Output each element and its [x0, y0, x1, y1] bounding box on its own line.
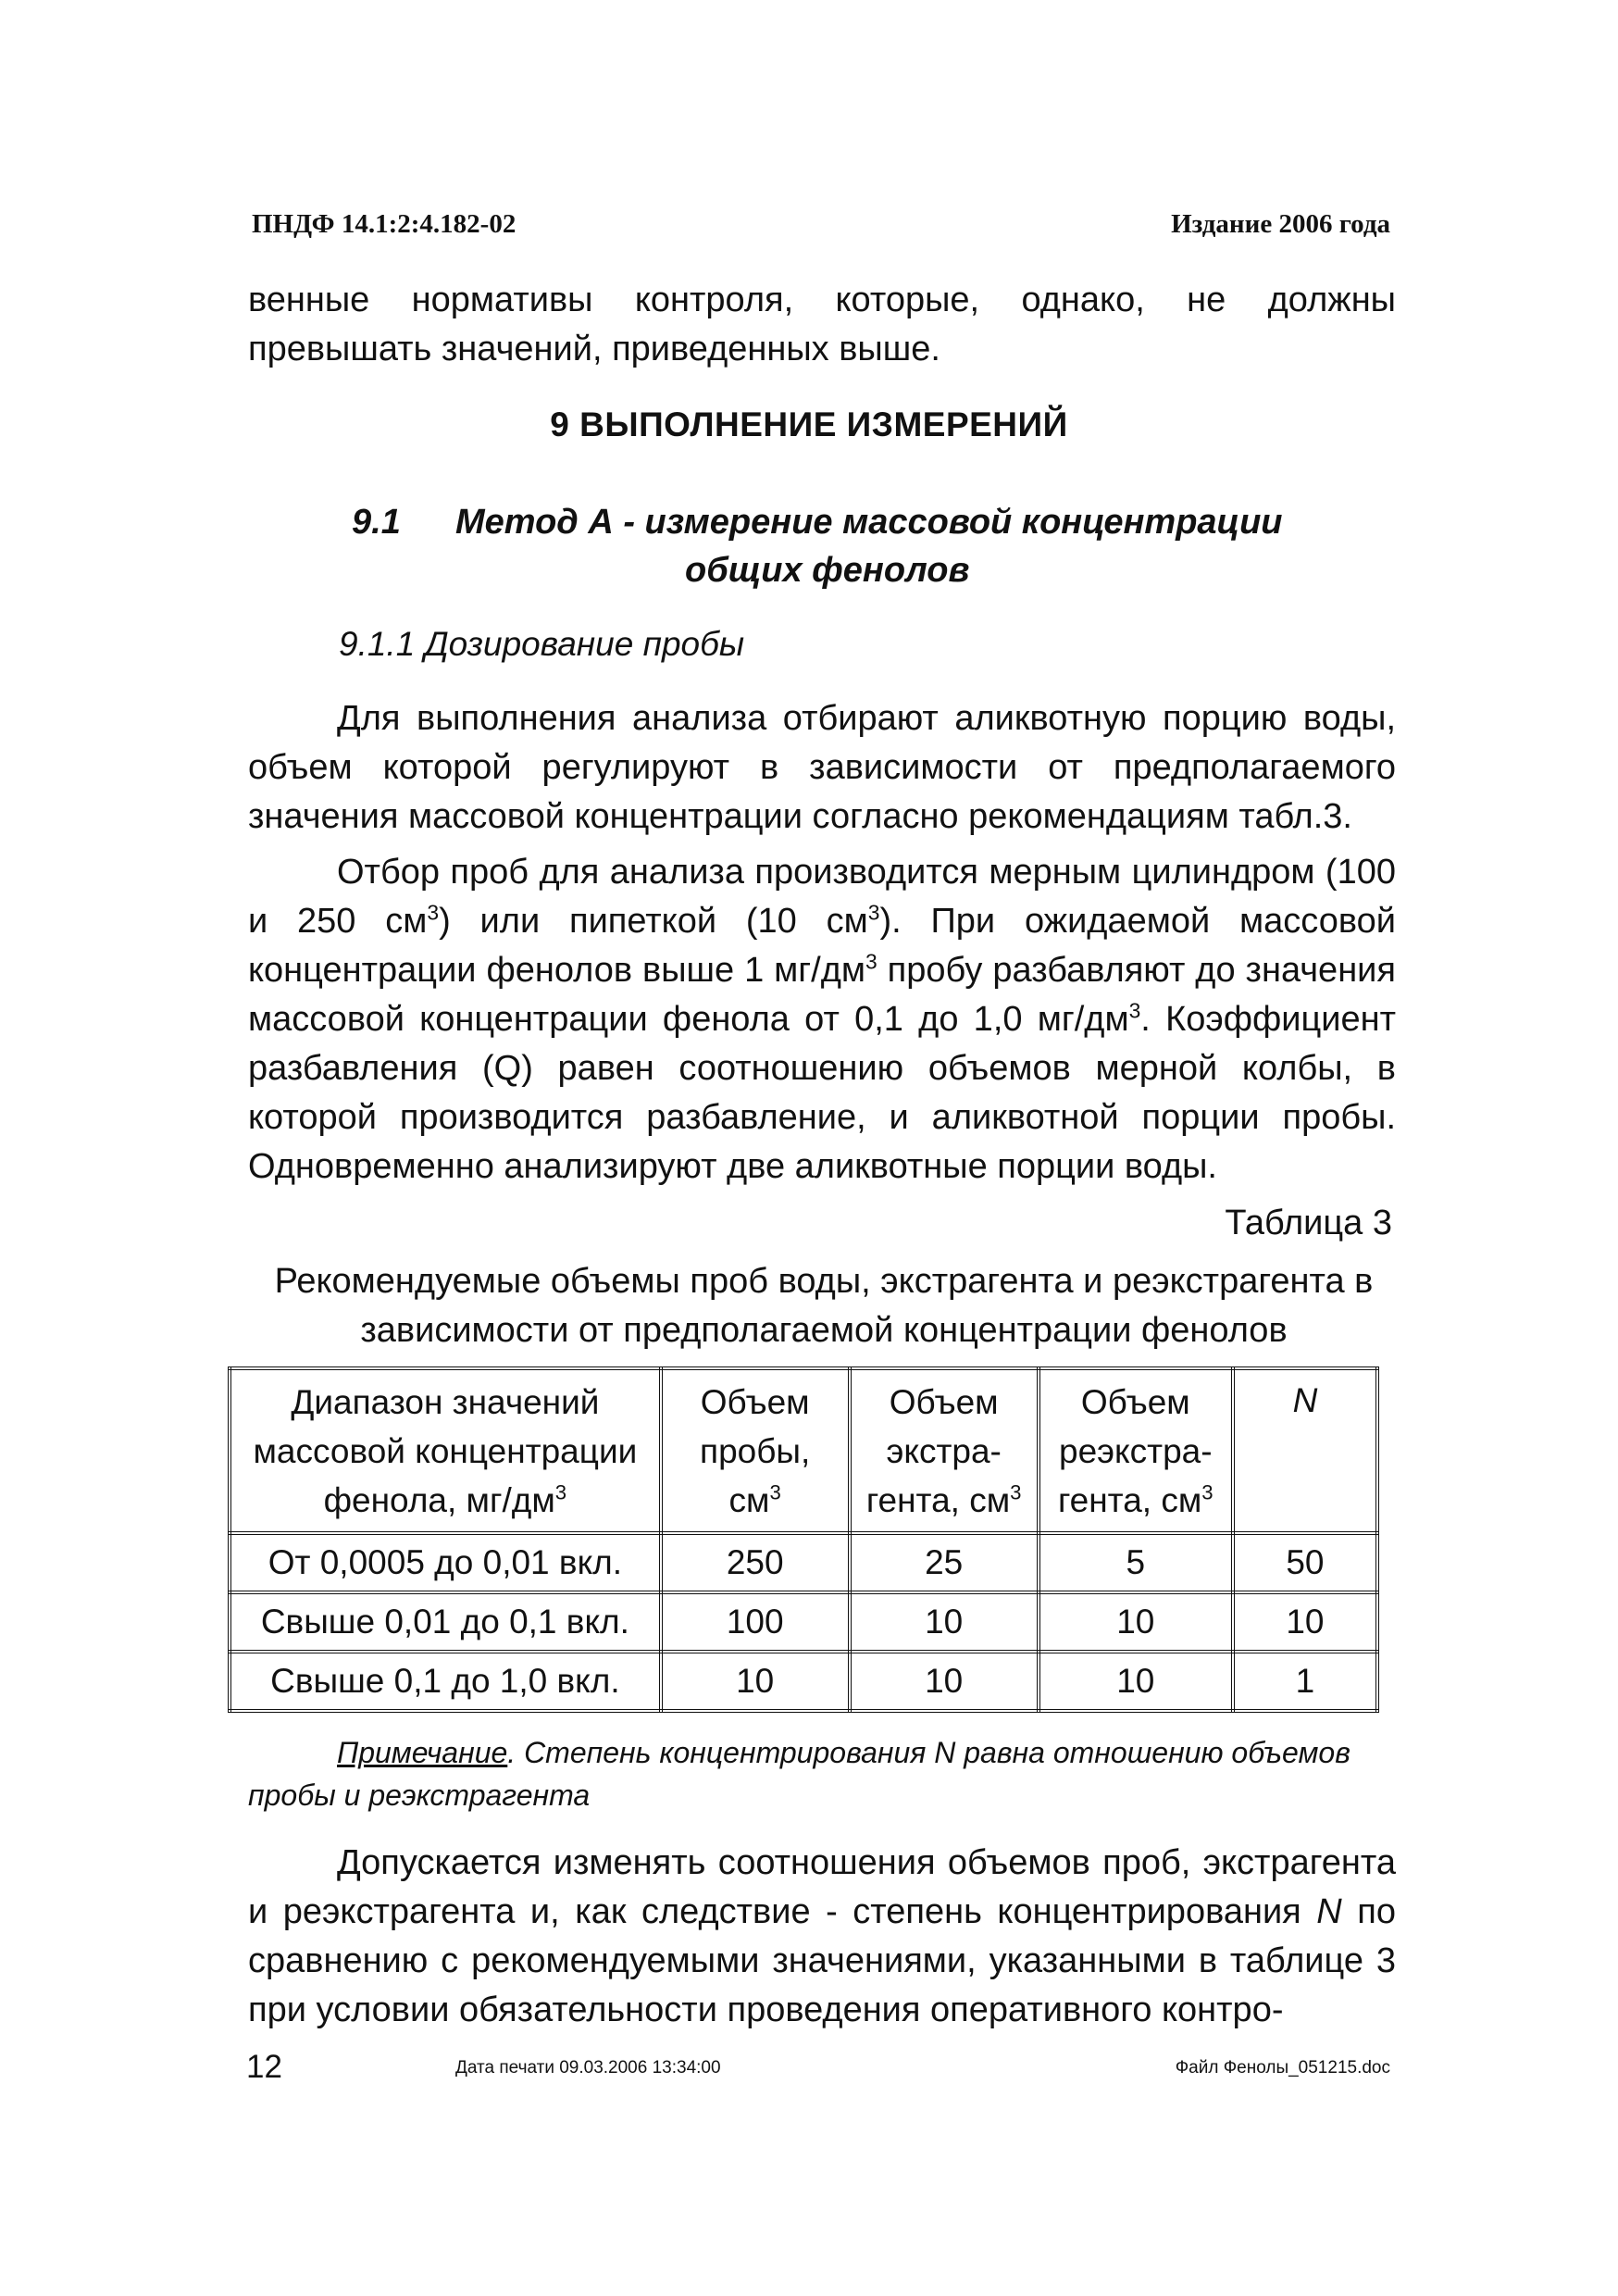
- header-range-line2: массовой концентрации: [253, 1431, 638, 1470]
- print-date: Дата печати 09.03.2006 13:34:00: [455, 2058, 721, 2078]
- document-code: ПНДФ 14.1:2:4.182-02: [252, 209, 517, 239]
- superscript-3: 3: [865, 949, 877, 974]
- paragraph-dilution-part-a: Отбор проб для анализа производится мерным цилиндром (100 и 250 см: [248, 853, 1396, 941]
- superscript-3: 3: [427, 900, 440, 925]
- paragraph-ratio-part-b: по сравнению с рекомендуемыми значениями, указанными в таблице 3 при условии обязательности проведения оперативного контро-: [248, 1892, 1396, 2029]
- note-label: Примечание: [337, 1736, 508, 1769]
- table-row: [230, 1652, 1377, 1711]
- header-concentration-degree: [1233, 1368, 1377, 1533]
- cell-range: От 0,0005 до 0,01 вкл.: [230, 1533, 661, 1592]
- header-extractant-line2: экстра-: [886, 1431, 1002, 1470]
- subsection-title-line1: Метод А - измерение массовой концентрации: [455, 503, 1283, 542]
- cell-sample: 250: [661, 1533, 850, 1592]
- paragraph-sampling-text: Для выполнения анализа отбирают аликвотную порцию воды, объем которой регулируют в зависимости от предполагаемого значения массовой концентрации согласно рекомендациям табл.3.: [248, 699, 1396, 836]
- header-extractant-line1: Объем: [889, 1382, 999, 1421]
- superscript-3: 3: [554, 1480, 567, 1504]
- paragraph-dilution-part-e: . Коэффициент разбавления (Q) равен соотношению объемов мерной колбы, в которой производится разбавление, и аликвотной порции пробы. Одновременно анализируют две аликвотные порции воды.: [248, 1000, 1397, 1186]
- paragraph-ratio-n: N: [1316, 1892, 1342, 1931]
- header-range: [230, 1368, 661, 1533]
- cell-n: 10: [1233, 1592, 1377, 1652]
- header-extractant-line3: гента, см: [865, 1480, 1011, 1519]
- table-note: [248, 1731, 1396, 1816]
- header-sample-line3: см: [728, 1480, 770, 1519]
- paragraph-dilution-part-d: пробу разбавляют до значения массовой концентрации фенола от 0,1 до 1,0 мг/дм: [248, 951, 1396, 1039]
- header-reextractant-line3: гента, см: [1057, 1480, 1202, 1519]
- cell-range: Свыше 0,1 до 1,0 вкл.: [230, 1652, 661, 1711]
- item-title: 9.1.1 Дозирование пробы: [339, 625, 745, 663]
- note-text: . Степень концентрирования N равна отношению объемов пробы и реэкстрагента: [248, 1736, 1350, 1812]
- cell-reextractant: 10: [1039, 1652, 1233, 1711]
- superscript-3: 3: [769, 1480, 781, 1504]
- cell-n: 1: [1233, 1652, 1377, 1711]
- cell-range: Свыше 0,01 до 0,1 вкл.: [230, 1592, 661, 1652]
- paragraph-dilution: [248, 848, 1396, 1192]
- page-header: [252, 209, 1390, 246]
- cell-n: 50: [1233, 1533, 1377, 1592]
- header-extractant-volume: [850, 1368, 1039, 1533]
- paragraph-ratio-part-a: Допускается изменять соотношения объемов проб, экстрагента и реэкстрагента и, как следствие - степень концентрирования: [248, 1843, 1396, 1931]
- header-reextractant-volume: [1039, 1368, 1233, 1533]
- cell-sample: 10: [661, 1652, 850, 1711]
- volumes-table: [228, 1366, 1379, 1713]
- continuation-paragraph: венные нормативы контроля, которые, однако, не должны превышать значений, приведенных выше.: [248, 281, 1396, 368]
- header-range-line3: фенола, мг/дм: [323, 1480, 555, 1519]
- paragraph-ratio: [248, 1839, 1396, 2035]
- header-reextractant-line1: Объем: [1080, 1382, 1190, 1421]
- header-n-label: N: [1292, 1381, 1318, 1419]
- table-row: [230, 1592, 1377, 1652]
- edition-label: Издание 2006 года: [1171, 209, 1390, 239]
- header-reextractant-line2: реэкстра-: [1059, 1431, 1213, 1470]
- file-name: Файл Фенолы_051215.doc: [1175, 2058, 1390, 2078]
- header-sample-line2: пробы,: [700, 1431, 811, 1470]
- paragraph-sampling: [248, 694, 1396, 842]
- superscript-3: 3: [1201, 1480, 1214, 1504]
- cell-reextractant: 10: [1039, 1592, 1233, 1652]
- superscript-3: 3: [867, 900, 880, 925]
- cell-extractant: 10: [850, 1592, 1039, 1652]
- subsection-title-line2: общих фенолов: [685, 551, 970, 590]
- header-range-line1: Диапазон значений: [291, 1382, 600, 1421]
- header-sample-line1: Объем: [700, 1382, 810, 1421]
- table-label: Таблица 3: [1225, 1204, 1392, 1242]
- header-sample-volume: [661, 1368, 850, 1533]
- cell-sample: 100: [661, 1592, 850, 1652]
- cell-extractant: 25: [850, 1533, 1039, 1592]
- superscript-3: 3: [1010, 1480, 1022, 1504]
- page-footer: [246, 2049, 1390, 2086]
- table-row: [230, 1533, 1377, 1592]
- cell-reextractant: 5: [1039, 1533, 1233, 1592]
- paragraph-dilution-part-c: ). При ожидаемой массовой концентрации фенолов выше 1 мг/дм: [248, 902, 1396, 990]
- page-number: 12: [246, 2049, 282, 2085]
- table-header-row: [230, 1368, 1377, 1533]
- table-caption: Рекомендуемые объемы проб воды, экстрагента и реэкстрагента в зависимости от предполагаемой концентрации фенолов: [274, 1262, 1374, 1350]
- cell-extractant: 10: [850, 1652, 1039, 1711]
- superscript-3: 3: [1128, 998, 1141, 1023]
- subsection-number: 9.1: [352, 503, 401, 542]
- paragraph-dilution-part-b: ) или пипеткой (10 см: [439, 902, 868, 941]
- section-title: 9 ВЫПОЛНЕНИЕ ИЗМЕРЕНИЙ: [550, 406, 1068, 443]
